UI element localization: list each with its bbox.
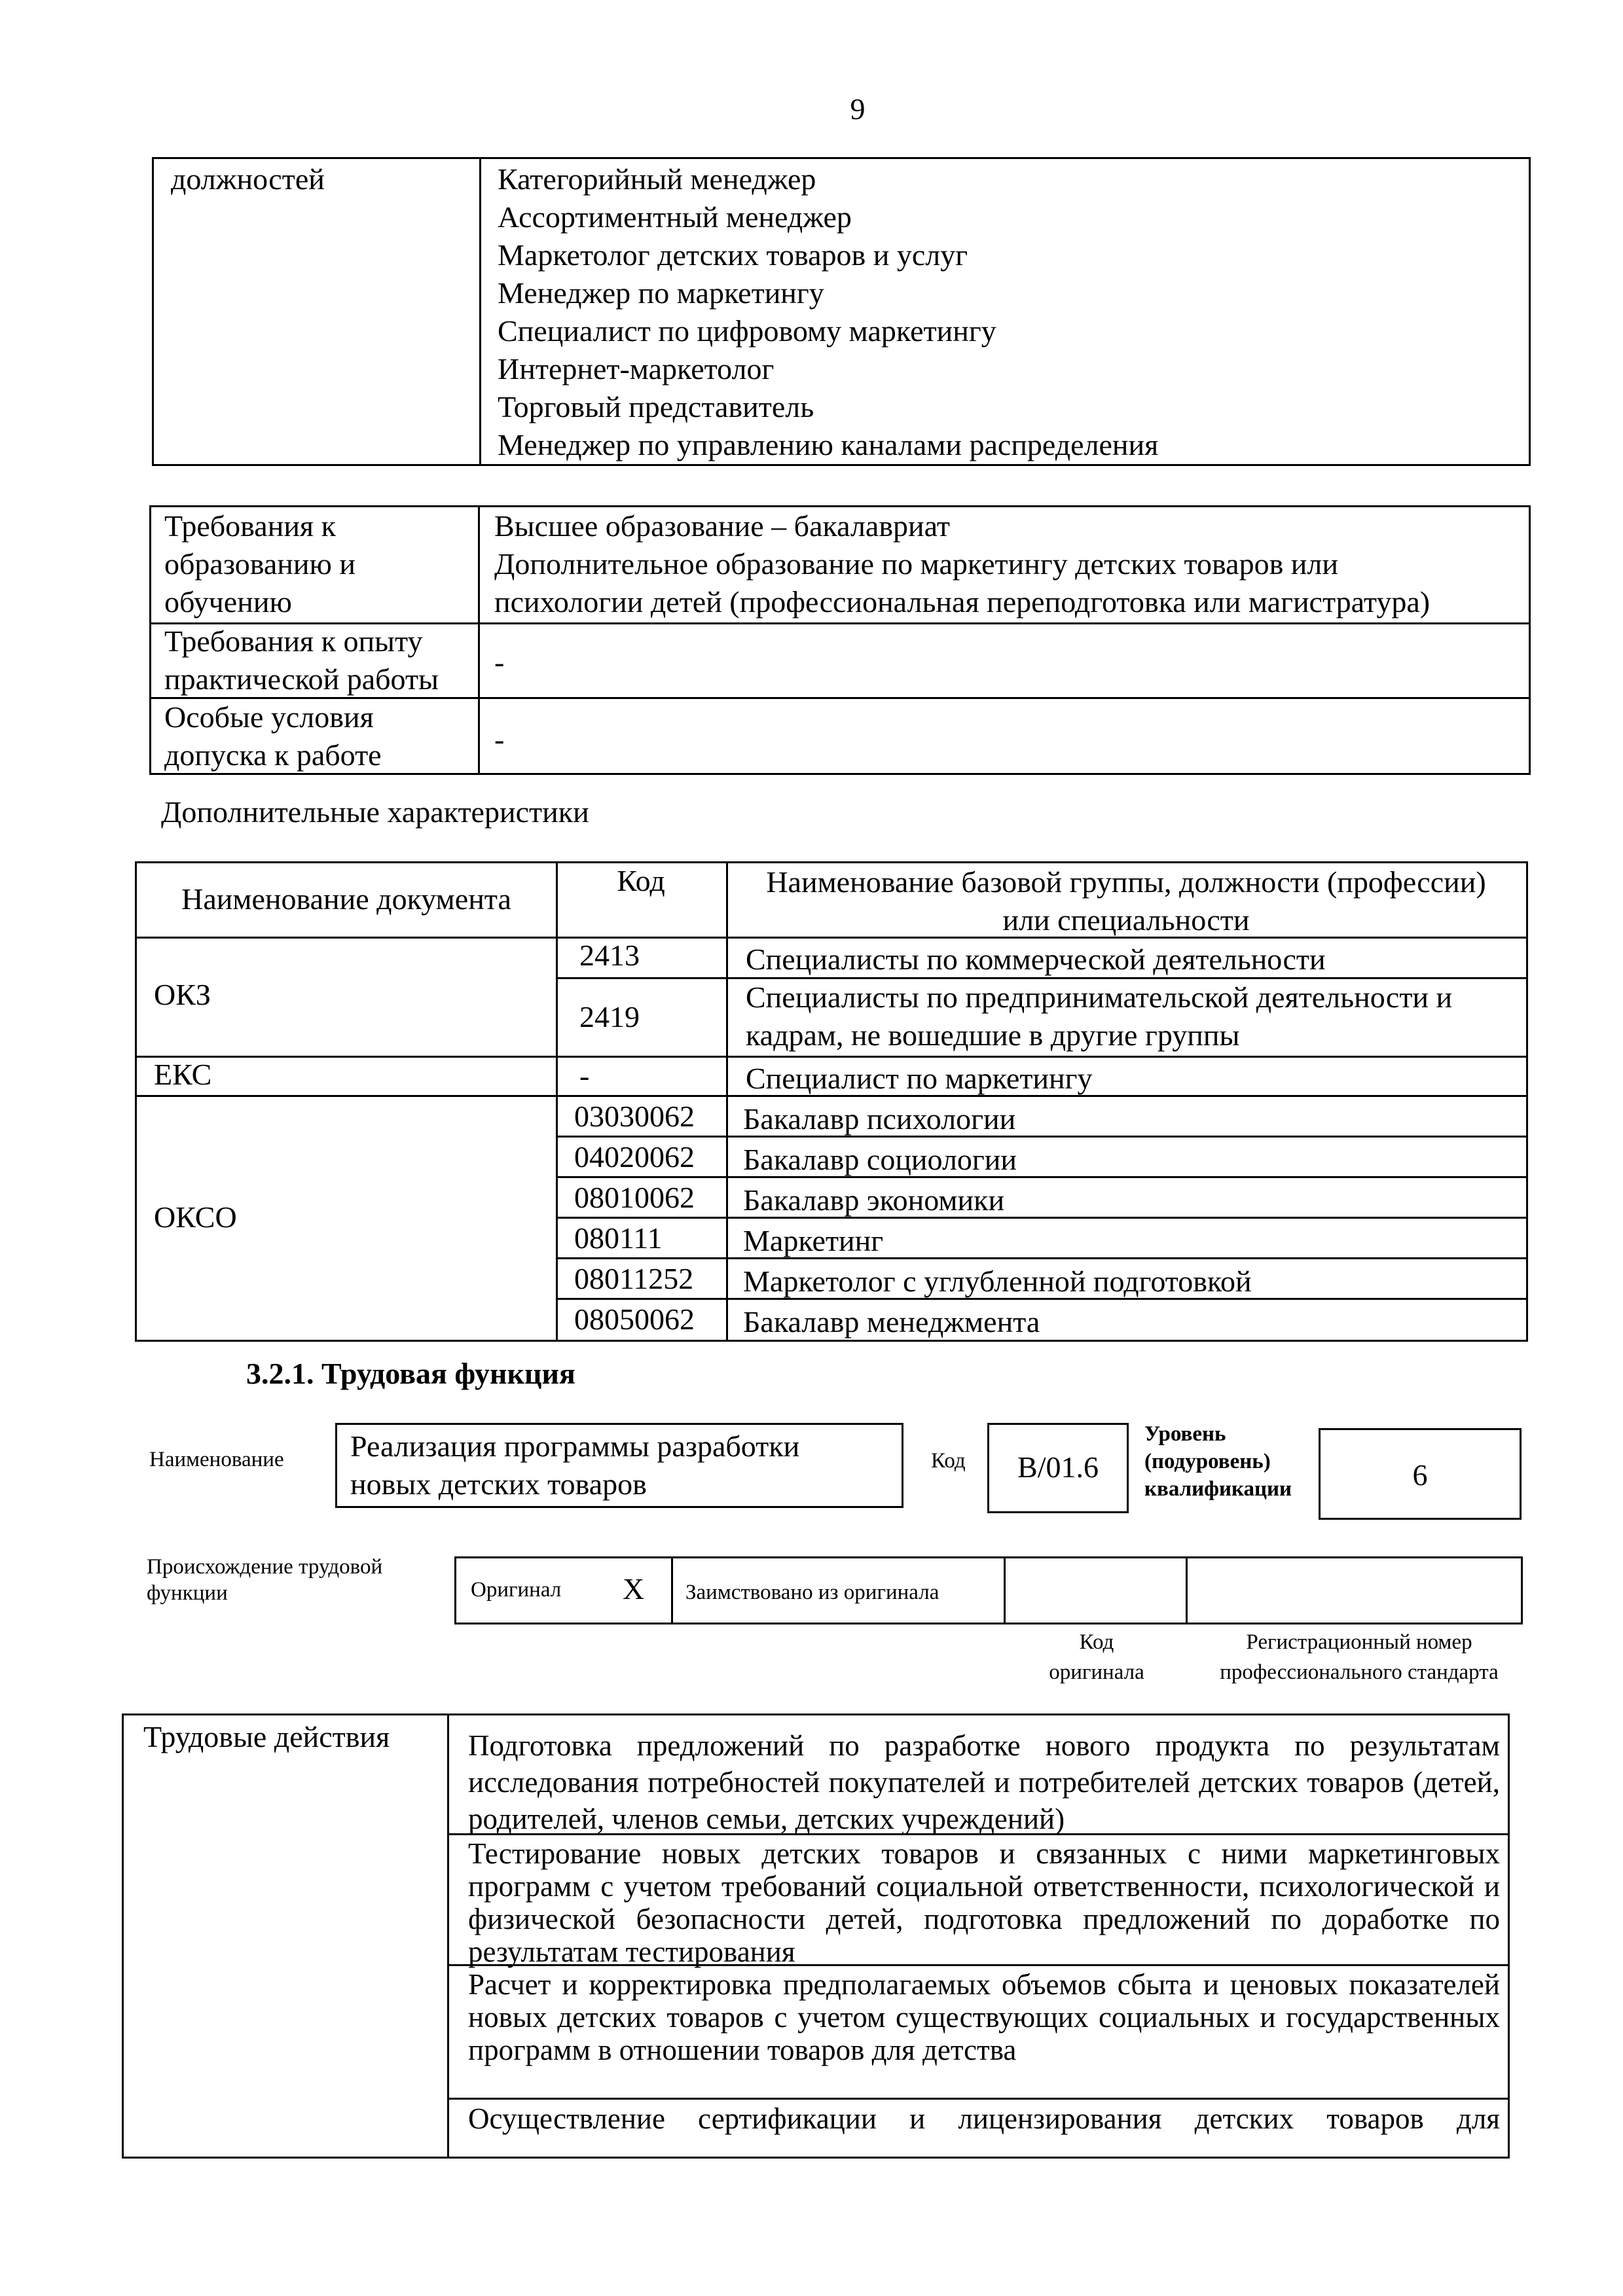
doc-okz: ОКЗ [154,978,211,1011]
positions-table [152,157,1531,466]
original-mark: X [623,1572,645,1605]
experience-value: - [494,645,505,679]
position-item: Категорийный менеджер [498,162,816,196]
header-code: Код [617,864,665,897]
function-code-box [987,1423,1129,1513]
labor-actions-table [122,1713,1510,2159]
section-title: 3.2.1. Трудовая функция [246,1357,575,1390]
eks-code: - [579,1059,590,1092]
education-value: Высшее образование – бакалавриат Дополнительное образование по маркетингу детских товаров или психологии детей (профессиональная переподготовка или магистратура) [494,509,1431,619]
okso-code: 08010062 [574,1181,695,1214]
okso-name: Бакалавр психологии [743,1102,1016,1136]
level-value: 6 [1412,1458,1428,1492]
header-document: Наименование документа [181,882,511,916]
origin-label: Происхождение трудовой функции [147,1555,383,1605]
labor-action-item: Подготовка предложений по разработке нового продукта по результатам исследования потребностей покупателей и потребителей детских товаров (детей, родителей, членов семьи, детских учреждений) [468,1729,1500,1835]
okz-code: 2419 [579,1000,640,1033]
special-conditions-value: - [494,723,505,756]
position-item: Торговый представитель [498,390,814,423]
position-item: Интернет-маркетолог [498,352,775,386]
extra-heading: Дополнительные характеристики [161,795,589,829]
positions-label: должностей [171,162,325,196]
okso-code: 080111 [574,1221,663,1255]
eks-name: Специалист по маркетингу [746,1062,1093,1095]
header-name: Наименование базовой группы, должности (профессии) или специальности [766,865,1486,937]
borrowed-label: Заимствовано из оригинала [685,1581,939,1604]
positions-list [498,160,1158,464]
okso-code: 03030062 [574,1100,695,1133]
page-number: 9 [850,92,866,126]
doc-okso: ОКСО [154,1200,237,1234]
okz-name: Специалисты по коммерческой деятельности [746,942,1326,976]
okso-code: 08011252 [574,1262,694,1295]
okso-name: Бакалавр экономики [743,1183,1005,1217]
position-item: Менеджер по маркетингу [498,276,824,310]
origin-table [454,1556,1523,1624]
labor-actions-label: Трудовые действия [143,1720,390,1753]
level-box [1319,1428,1522,1520]
function-name-box [335,1423,903,1508]
requirements-table [149,505,1531,775]
experience-label: Требования к опыту практической работы [164,624,439,696]
reg-number-caption: Регистрационный номер профессионального стандарта [1220,1630,1499,1684]
okz-code: 2413 [579,939,640,972]
okso-code: 04020062 [574,1140,695,1174]
function-code: B/01.6 [1017,1450,1099,1484]
okso-code: 08050062 [574,1302,695,1336]
doc-eks: ЕКС [154,1058,212,1091]
code-original-caption: Код оригинала [1049,1630,1144,1684]
okso-name: Маркетолог с углубленной подготовкой [743,1265,1252,1298]
labor-action-item: Осуществление сертификации и лицензирования детских товаров для [468,2102,1500,2135]
education-label: Требования к образованию и обучению [164,509,356,619]
code-label: Код [931,1449,966,1473]
original-label: Оригинал [471,1578,562,1602]
okz-name: Специалисты по предпринимательской деятельности и кадрам, не вошедшие в другие группы [746,980,1453,1052]
position-item: Специалист по цифровому маркетингу [498,314,996,348]
position-item: Маркетолог детских товаров и услуг [498,238,968,272]
labor-action-item: Тестирование новых детских товаров и связанных с ними маркетинговых программ с учетом требований социальной ответственности, психологической и физической безопасности детей, подготовка предложений по доработке по результатам тестирования [468,1837,1500,1968]
special-conditions-label: Особые условия допуска к работе [164,700,382,772]
level-label: Уровень (подуровень) квалификации [1144,1422,1292,1501]
okso-name: Маркетинг [743,1224,884,1257]
name-label: Наименование [149,1448,284,1471]
extra-table [135,861,1528,1342]
okso-name: Бакалавр социологии [743,1143,1017,1176]
position-item: Ассортиментный менеджер [498,200,852,234]
position-item: Менеджер по управлению каналами распределения [498,428,1159,461]
function-name: Реализация программы разработки новых детских товаров [350,1429,800,1501]
labor-action-item: Расчет и корректировка предполагаемых объемов сбыта и ценовых показателей новых детских товаров с учетом существующих социальных и государственных программ в отношении товаров для детства [468,1968,1500,2066]
okso-name: Бакалавр менеджмента [743,1305,1040,1338]
